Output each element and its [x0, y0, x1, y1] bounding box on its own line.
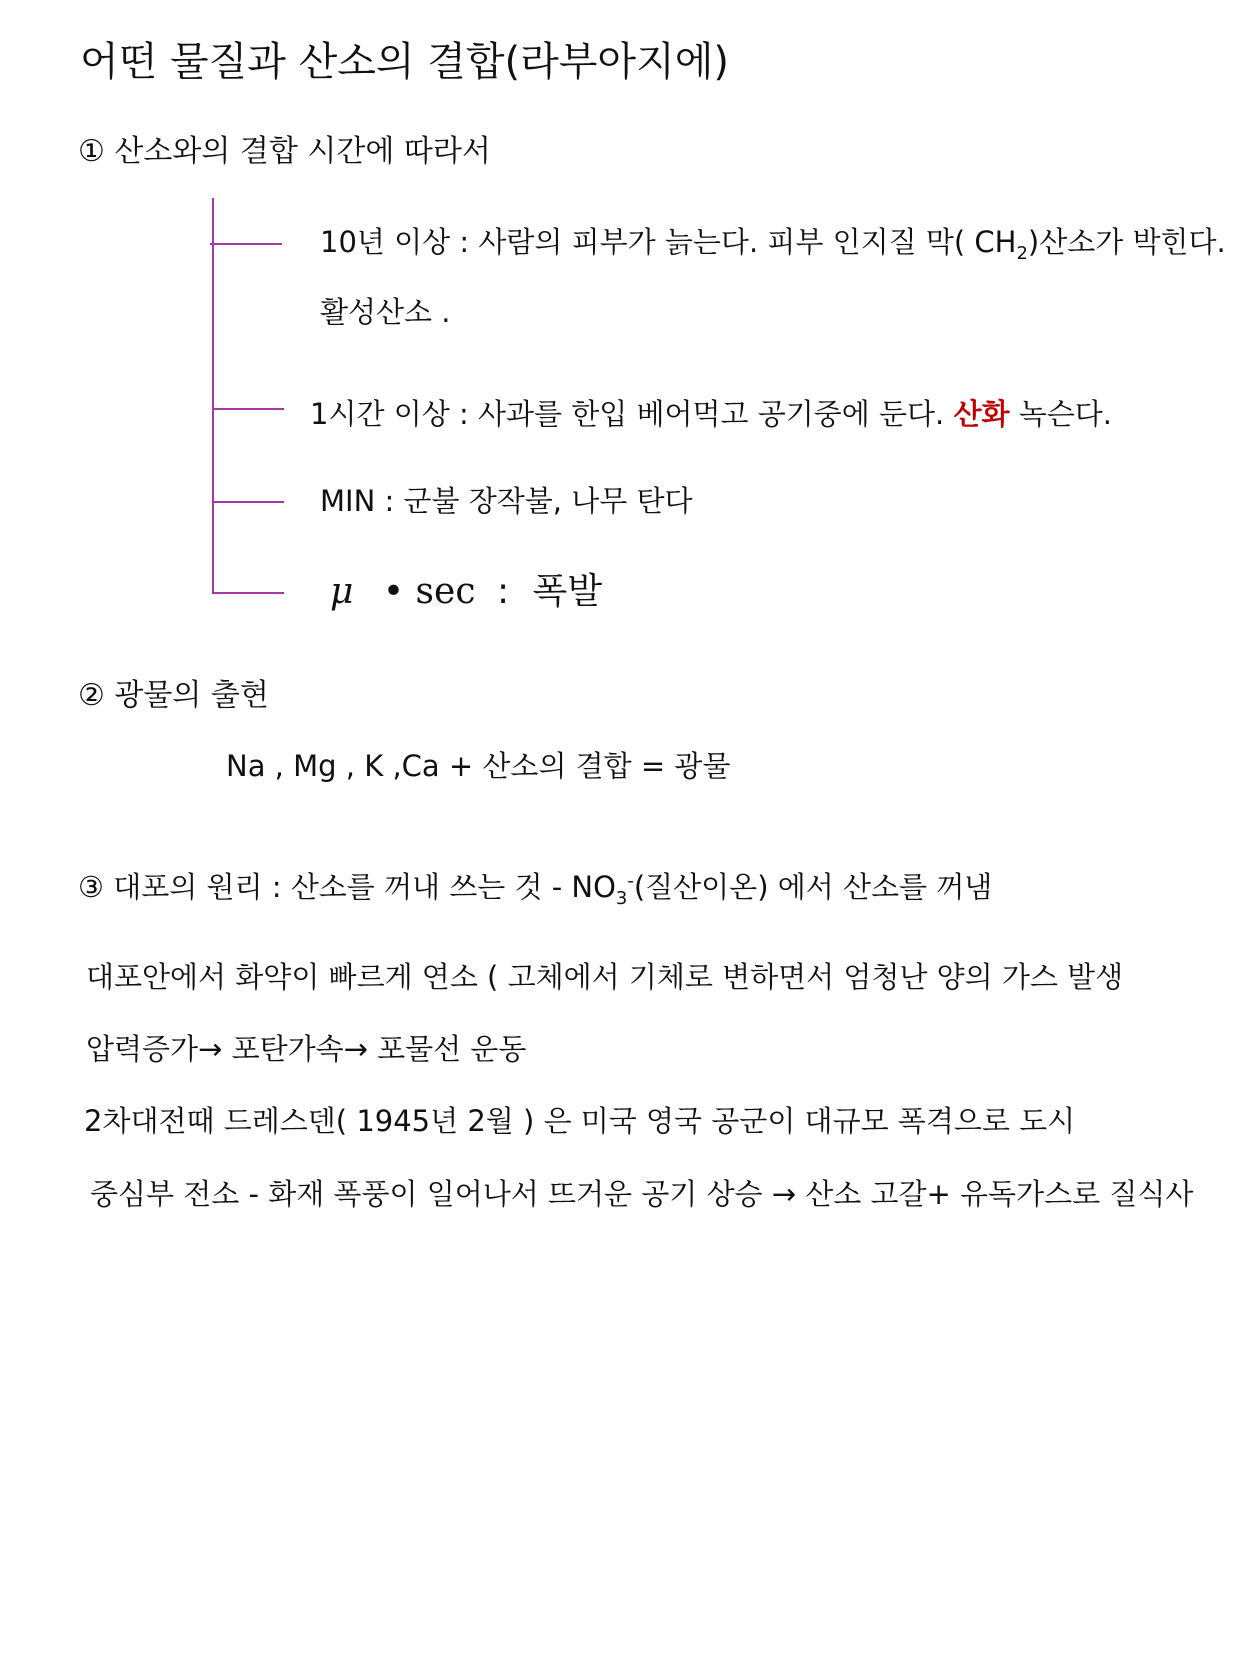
microsec-colon: :: [496, 571, 510, 612]
item-min: [320, 484, 693, 518]
sec-unit: sec: [415, 571, 476, 612]
page-title: 어떤 물질과 산소의 결합(라부아지에): [80, 39, 729, 85]
bracket-branch-4: [212, 592, 284, 594]
mu-symbol: μ: [330, 571, 354, 612]
mineral-formula: Na , Mg , K ,Ca + 산소의 결합 = 광물: [226, 749, 731, 783]
section3-heading-text: ③ 대포의 원리 : 산소를 꺼내 쓰는 것 - NO: [78, 870, 616, 904]
item-min-label: MIN :: [320, 484, 404, 518]
section2-heading: ② 광물의 출현: [78, 678, 269, 713]
cannon-line-2: 압력증가→ 포탄가속→ 포물선 운동: [86, 1032, 527, 1066]
bracket-branch-1: [210, 243, 282, 245]
cannon-line-1: 대포안에서 화약이 빠르게 연소 ( 고체에서 기체로 변하면서 엄청난 양의 가스 발생: [86, 960, 1124, 994]
explosion-text: 폭발: [532, 571, 603, 612]
section3-heading: [78, 870, 993, 909]
section3-heading-text-end: (질산이온) 에서 산소를 꺼냄: [633, 870, 993, 904]
bullet-dot: •: [382, 571, 405, 612]
oxidation-highlight: 산화: [953, 397, 1010, 431]
item-10years-label: 10년 이상 :: [320, 225, 479, 259]
no3-superscript: -: [627, 870, 634, 892]
item-microsec: [330, 571, 603, 612]
bracket-branch-2: [214, 408, 284, 410]
item-1hour-label: 1시간 이상 :: [310, 397, 478, 431]
item-active-oxygen: 활성산소 .: [320, 295, 451, 329]
item-1hour-text: 사과를 한입 베어먹고 공기중에 둔다.: [477, 397, 954, 431]
bracket-branch-3: [214, 501, 284, 503]
item-10years-text: 사람의 피부가 늙는다. 피부 인지질 막( CH: [478, 225, 1017, 259]
item-10years: [320, 225, 1226, 264]
item-1hour: [310, 397, 1112, 431]
bracket-vertical-line: [212, 198, 214, 593]
ch2-subscript: 2: [1016, 242, 1028, 264]
dresden-line-2: 중심부 전소 - 화재 폭풍이 일어나서 뜨거운 공기 상승 → 산소 고갈+ 유독가스로 질식사: [90, 1177, 1194, 1211]
item-min-text: 군불 장작불, 나무 탄다: [403, 484, 693, 518]
item-1hour-text-end: 녹슨다.: [1009, 397, 1112, 431]
no3-subscript: 3: [615, 887, 628, 909]
item-10years-text-end: )산소가 박힌다.: [1027, 225, 1226, 259]
section1-heading: ① 산소와의 결합 시간에 따라서: [78, 134, 491, 169]
dresden-line-1: 2차대전때 드레스덴( 1945년 2월 ) 은 미국 영국 공군이 대규모 폭격으로 도시: [84, 1104, 1076, 1138]
